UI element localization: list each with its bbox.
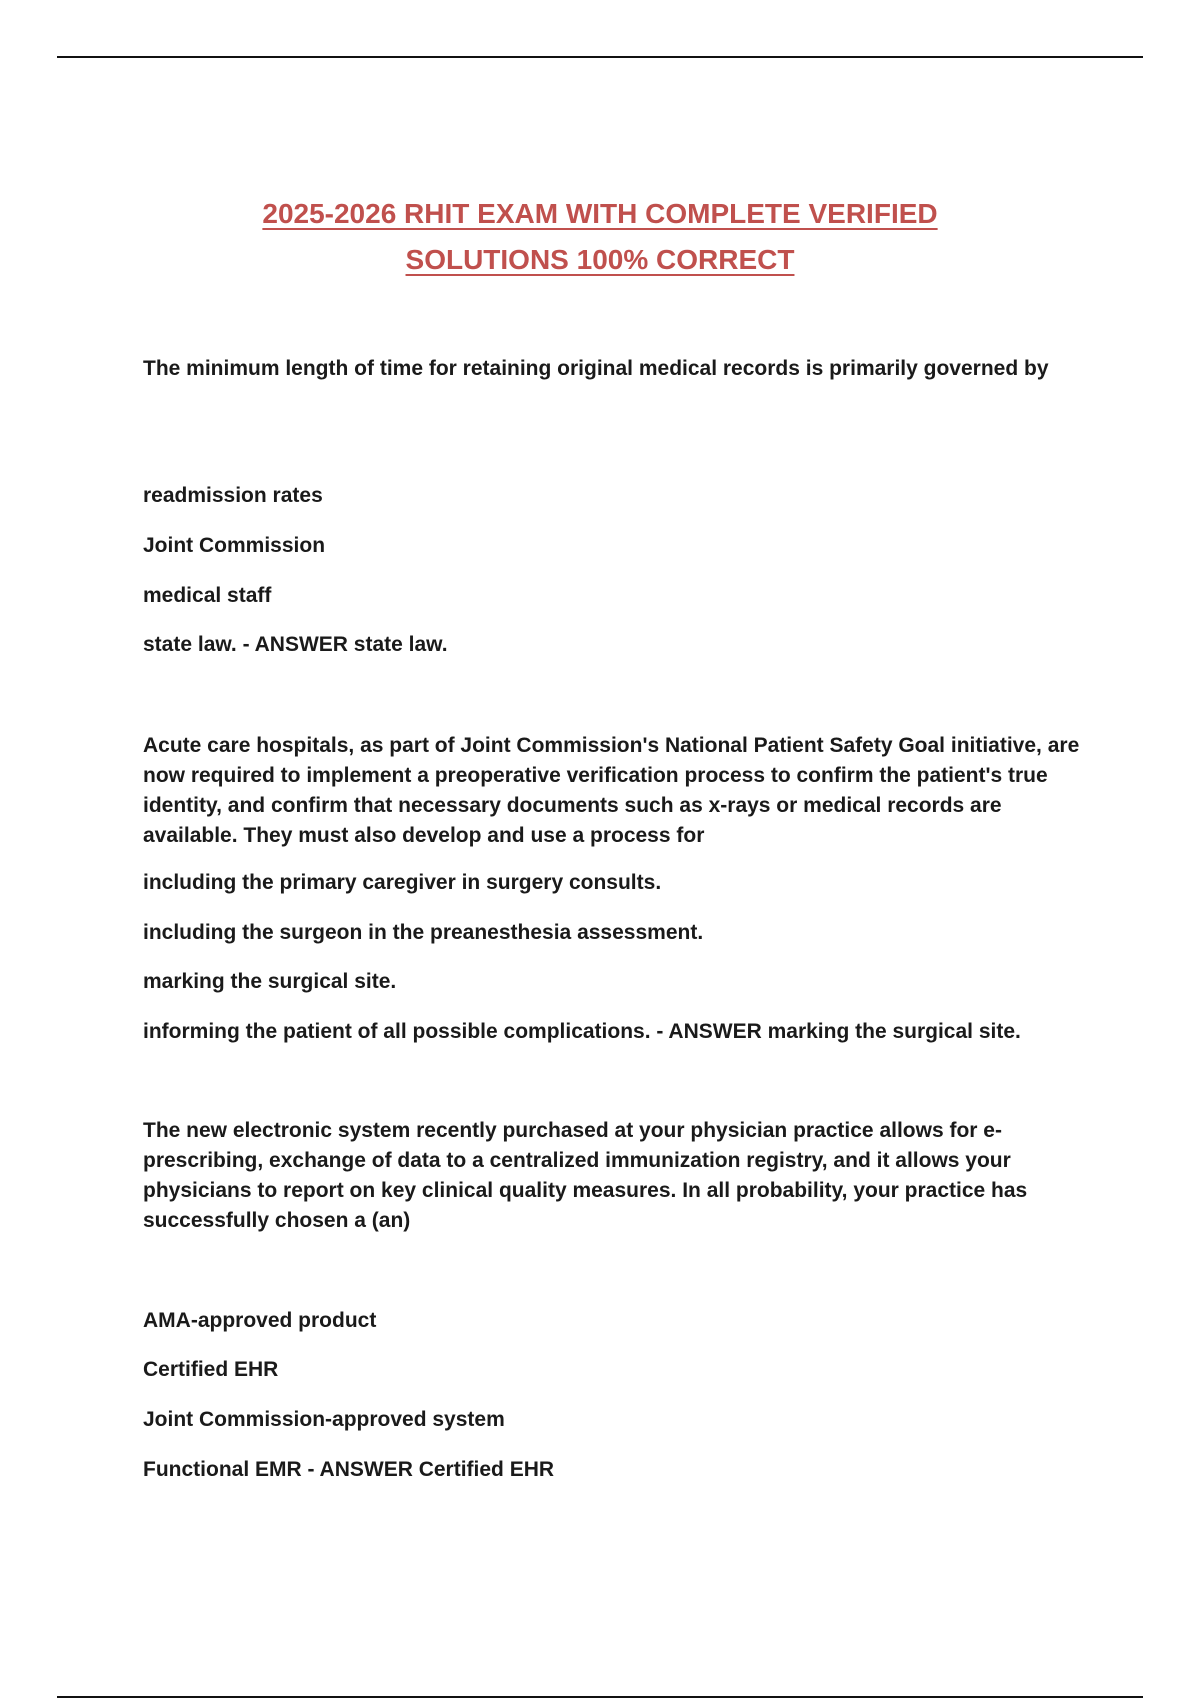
question-2-text: Acute care hospitals, as part of Joint Commission's National Patient Safety Goal initiative, are now required to implement a preoperative verification process to confirm the patient's true identity, and confirm that necessary documents such as x-rays or medical records are available. They must also develop and use a process for [143,734,1080,847]
question-3-option-3: Joint Commission-approved system [143,1408,505,1431]
question-1-text: The minimum length of time for retaining original medical records is primarily governed by [143,357,1049,380]
document-title [0,191,1200,283]
question-3-text: The new electronic system recently purchased at your physician practice allows for e-prescribing, exchange of data to a centralized immunization registry, and it allows your physicians to report on key clinical quality measures. In all probability, your practice has successfully chosen a (an) [143,1119,1028,1232]
question-2-answer: informing the patient of all possible complications. - ANSWER marking the surgical site. [143,1020,1021,1043]
question-2-option-3: marking the surgical site. [143,970,397,993]
question-1-answer: state law. - ANSWER state law. [143,633,448,656]
question-3-option-1: AMA-approved product [143,1309,377,1332]
title-line-1: 2025-2026 RHIT EXAM WITH COMPLETE VERIFIED [262,198,938,229]
question-2-option-1: including the primary caregiver in surgery consults. [143,871,662,894]
question-1-option-3: medical staff [143,584,272,607]
bottom-rule [57,1696,1143,1698]
question-3-option-2: Certified EHR [143,1358,279,1381]
top-rule [57,56,1143,58]
title-line-2: SOLUTIONS 100% CORRECT [405,244,795,275]
question-1-option-1: readmission rates [143,484,323,507]
question-1-option-2: Joint Commission [143,534,326,557]
question-2-option-2: including the surgeon in the preanesthesia assessment. [143,921,704,944]
question-3-answer: Functional EMR - ANSWER Certified EHR [143,1458,555,1481]
